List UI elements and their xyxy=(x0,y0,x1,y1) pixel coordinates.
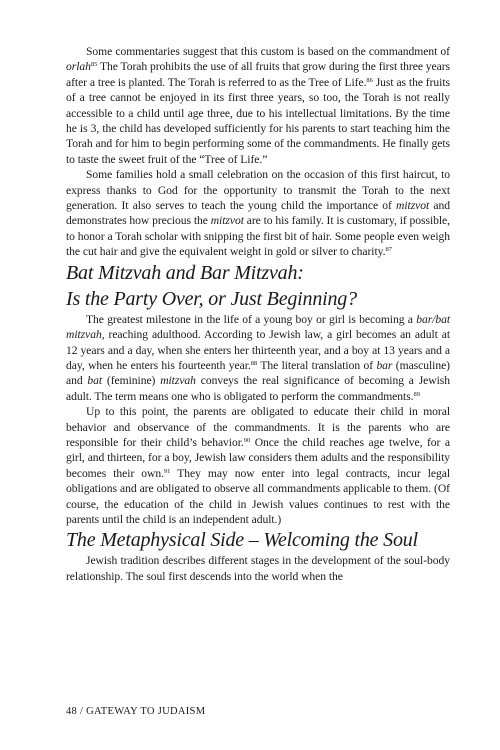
text-run: Jewish tradition describes different stages in the development of the soul-body relationship. The soul first descends into the world when the xyxy=(66,554,450,583)
page-footer: 48 / GATEWAY TO JUDAISM xyxy=(66,706,206,717)
text-run: Once the child reaches age twelve, for a girl, and thirteen, for a boy, Jewish law considers them adults and the responsibility becomes their own. xyxy=(66,435,450,480)
text-run: Some families hold a small celebration on the occasion of this first haircut, to express thanks to God for the opportunity to transmit the Torah to the next generation. It also serves to teach the young child the importance of xyxy=(66,168,450,213)
footnote-ref: 91 xyxy=(163,467,171,475)
italic-term: mitzvah xyxy=(160,374,196,388)
heading-line: Is the Party Over, or Just Beginning? xyxy=(66,287,357,310)
heading-line: Bat Mitzvah and Bar Mitzvah: xyxy=(66,261,304,284)
text-run: Just as the fruits of a tree cannot be enjoyed in its first three years, so too, the Torah is not really accessible to a child until age three, due to his intellectual limitations. By the time he is 3, the child has developed sufficiently for his parents to start teaching him the Torah and for him to begin performing some of the commandments. He finally gets to taste the sweet fruit of the “Tree of Life.” xyxy=(66,75,450,166)
text-run: The literal translation of xyxy=(257,358,377,372)
italic-term: bar xyxy=(376,358,393,372)
paragraph xyxy=(66,44,450,167)
footnote-ref: 88 xyxy=(250,359,258,367)
section-metaphysical xyxy=(66,553,450,584)
footnote-ref: 90 xyxy=(243,436,251,444)
text-run: and demonstrates how precious the xyxy=(66,199,450,228)
footnote-ref: 86 xyxy=(366,76,373,84)
text-run: (masculine) and xyxy=(66,358,450,388)
text-run: Up to this point, the parents are obligated to educate their child in moral behavior and observance of the commandments. It is the parents who are responsible for their child’s behavior. xyxy=(66,405,450,449)
text-run: The Torah prohibits the use of all fruits that grow during the first three years after a tree is planted. The Torah is referred to as the Tree of Life. xyxy=(66,60,450,89)
section-heading-metaphysical: The Metaphysical Side – Welcoming the Soul xyxy=(66,529,418,552)
footnote-ref: 87 xyxy=(385,246,392,254)
text-run: They may now enter into legal contracts, incur legal obligations and are obligated to observe all commandments applicable to them. (Of course, the education of the child in Jewish values continues to rest with the parents until the child is an independent adult.) xyxy=(66,466,451,526)
text-run: conveys the real significance of becoming a Jewish adult. The term means one who is obligated to perform the commandments. xyxy=(66,374,450,403)
footnote-ref: 85 xyxy=(90,61,98,69)
section-top xyxy=(66,44,450,260)
text-run: reaching adulthood. According to Jewish law, a girl becomes an adult at 12 years and a day, when she enters her thirteenth year, and a boy at 13 years and a day, when he enters his fourteenth year. xyxy=(66,328,450,372)
italic-term: bar/bat mitzvah, xyxy=(66,312,450,342)
section-heading-bar-mitzvah xyxy=(66,260,450,312)
text-run: Some commentaries suggest that this custom is based on the commandment of xyxy=(86,45,450,58)
text-run: The greatest milestone in the life of a young boy or girl is becoming a xyxy=(86,312,417,326)
paragraph xyxy=(66,167,450,259)
italic-term: mitzvot xyxy=(210,214,244,228)
text-run: are to his family. It is customary, if possible, to honor a Torah scholar with snipping the first bit of hair. Some people even weigh the cut hair and give the equivalent weight in gold or silver to charity. xyxy=(66,214,450,259)
italic-term: bat xyxy=(87,374,103,388)
italic-term: mitzvot xyxy=(396,199,430,213)
italic-term: orlah xyxy=(66,60,91,74)
paragraph xyxy=(66,404,450,527)
footnote-ref: 89 xyxy=(413,390,420,398)
text-run: (feminine) xyxy=(102,374,161,388)
section-bar-mitzvah xyxy=(66,312,450,528)
paragraph xyxy=(66,553,450,584)
paragraph xyxy=(66,312,450,404)
